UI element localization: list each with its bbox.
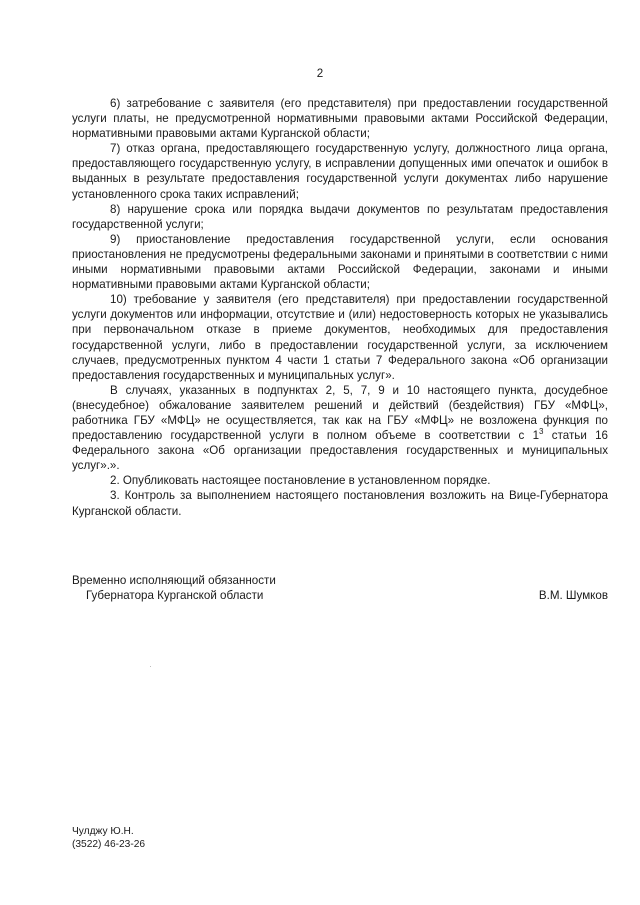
pretrial-sup: 3 xyxy=(539,427,544,437)
item-7: 7) отказ органа, предоставляющего государственную услугу, должностного лица органа, предоставляющего государственную услугу, в исправлении допущенных ими опечаток и ошибок в выданных в результате предоставления государственной услуги документах либо нарушение установленного срока таких исправлений; xyxy=(72,142,608,201)
page-number: 2 xyxy=(316,67,324,80)
pretrial-paragraph xyxy=(72,383,608,474)
document-body xyxy=(72,96,608,519)
signature-position-line1: Временно исполняющий обязанности xyxy=(72,574,276,587)
scan-speck xyxy=(150,666,151,667)
signature-position-line2: Губернатора Курганской области xyxy=(86,589,264,602)
item-9: 9) приостановление предоставления государственной услуги, если основания приостановления не предусмотрены федеральными законами и принятыми в соответствии с ними иными нормативными правовыми актами Российской Федерации, законами и иными нормативными правовыми актами Курганской области; xyxy=(72,232,608,292)
signature-block xyxy=(72,573,608,603)
item-6: 6) затребование с заявителя (его представителя) при предоставлении государственной услуги платы, не предусмотренной нормативными правовыми актами Российской Федерации, нормативными правовыми актами Курганской области; xyxy=(72,97,608,141)
executor-name: Чулджу Ю.Н. xyxy=(72,826,134,837)
pretrial-text-end: статьи 16 Федерального закона «Об организации предоставления государственных и муниципальных услуг».». xyxy=(72,429,608,473)
executor-phone: (3522) 46-23-26 xyxy=(72,839,146,850)
item-8: 8) нарушение срока или порядка выдачи документов по результатам предоставления государственной услуги; xyxy=(72,202,608,231)
item-10: 10) требование у заявителя (его представителя) при предоставлении государственной услуги документов или информации, отсутствие и (или) недостоверность которых не указывались при первоначальном отказе в приеме документов, необходимых для предоставления государственной услуги, либо в предоставлении государственной услуги, за исключением случаев, предусмотренных пунктом 4 части 1 статьи 7 Федерального закона «Об организации предоставления государственных и муниципальных услуг». xyxy=(72,293,608,382)
point-3: 3. Контроль за выполнением настоящего постановления возложить на Вице-Губернатора Курганской области. xyxy=(72,489,608,518)
signature-position-line2-row xyxy=(72,588,608,603)
pretrial-text: В случаях, указанных в подпунктах 2, 5, 7, 9 и 10 настоящего пункта, досудебное (внесудебное) обжалование заявителем решений и действий (бездействия) ГБУ «МФЦ», работника ГБУ «МФЦ» не осуществляется, так как на ГБУ «МФЦ» не возложена функция по предоставлению государственной услуги в полном объеме в соответствии с 1 xyxy=(72,383,608,443)
signatory-name: В.М. Шумков xyxy=(538,589,608,602)
point-2: 2. Опубликовать настоящее постановление в установленном порядке. xyxy=(110,474,491,488)
executor-footer xyxy=(72,825,145,851)
